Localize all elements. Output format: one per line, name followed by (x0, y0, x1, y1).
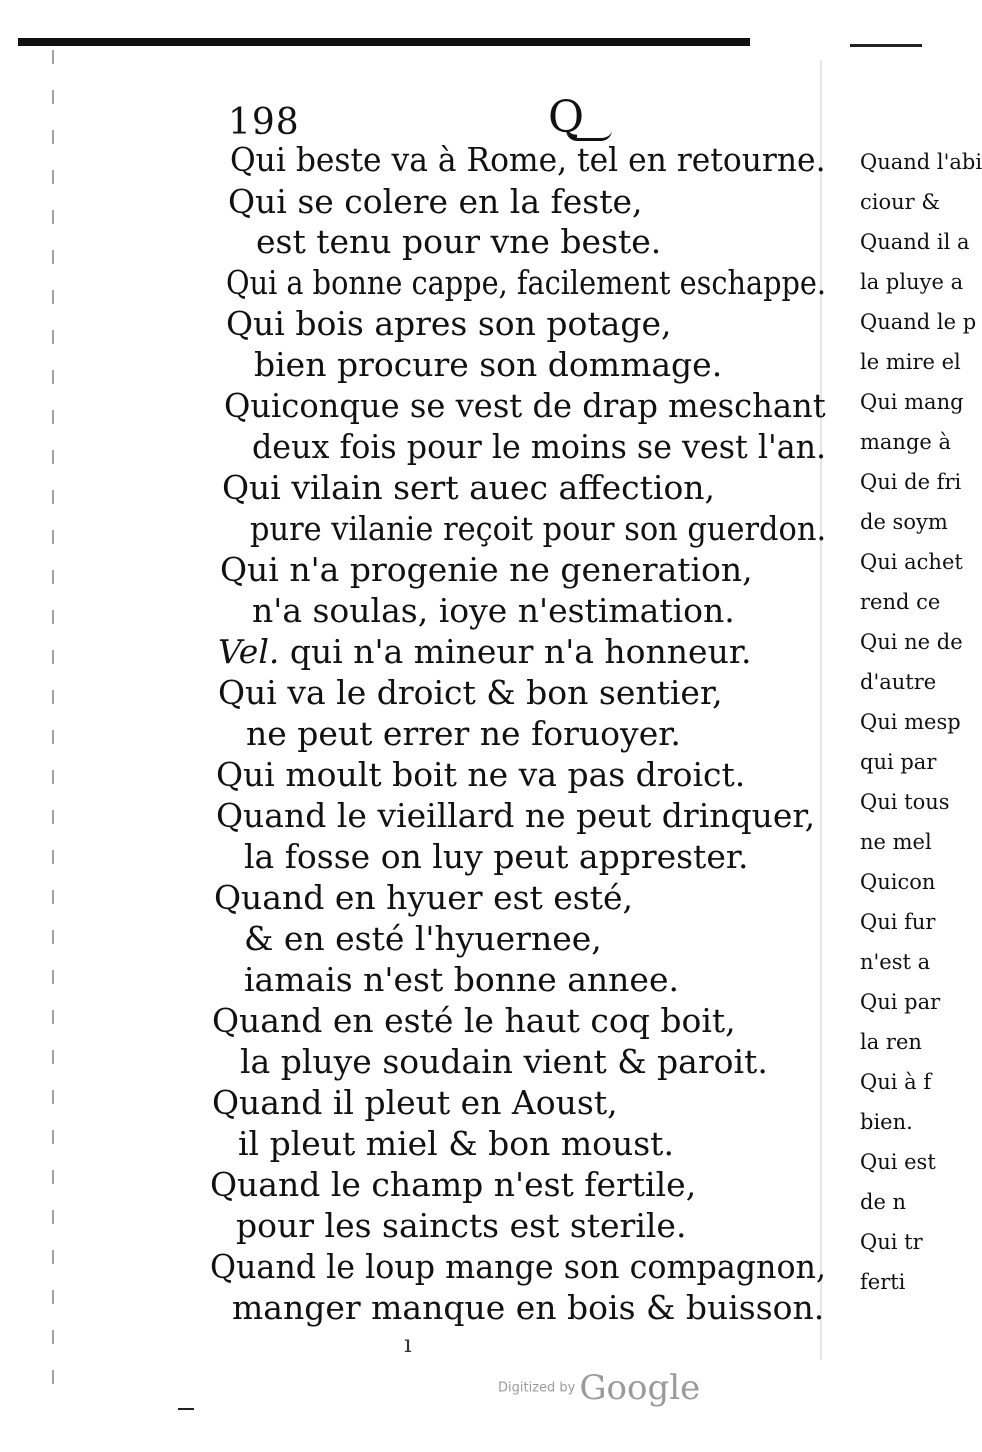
proverb-line: Qui se colere en la feste, (228, 182, 643, 221)
facing-fragment: Qui mang (860, 390, 964, 414)
gutter-shadow (820, 60, 822, 1360)
facing-fragment: Quand le p (860, 310, 977, 334)
facing-fragment: ferti (860, 1270, 906, 1294)
facing-fragment: d'autre (860, 670, 937, 694)
signature-mark: ı (404, 1330, 412, 1358)
proverb-line: Qui moult boit ne va pas droict. (216, 755, 746, 794)
proverb-line: Quiconque se vest de drap meschant (224, 386, 826, 425)
facing-fragment: bien. (860, 1110, 913, 1134)
facing-fragment: Qui tr (860, 1230, 923, 1254)
facing-fragment: n'est a (860, 950, 931, 974)
proverb-line: pure vilanie reçoit pour son guerdon. (250, 509, 827, 548)
facing-fragment: la ren (860, 1030, 922, 1054)
facing-fragment: Quand il a (860, 230, 970, 254)
proverb-line: n'a soulas, ioye n'estimation. (252, 591, 735, 630)
facing-fragment: Qui mesp (860, 710, 961, 734)
facing-fragment: Qui de fri (860, 470, 962, 494)
facing-fragment: mange à (860, 430, 952, 454)
proverb-line: la fosse on luy peut apprester. (244, 837, 749, 876)
facing-fragment: Qui fur (860, 910, 936, 934)
facing-fragment: Quicon (860, 870, 936, 894)
proverb-line: Quand il pleut en Aoust, (212, 1083, 618, 1122)
digitization-watermark (498, 1368, 700, 1408)
proverb-line: manger manque en bois & buisson. (232, 1288, 825, 1327)
top-rule (18, 38, 750, 46)
left-margin-bleed (52, 50, 54, 1390)
section-letter: Q (548, 92, 585, 143)
proverb-line: Quand en esté le haut coq boit, (212, 1001, 736, 1040)
facing-fragment: Qui par (860, 990, 941, 1014)
proverb-line: Quand le champ n'est fertile, (210, 1165, 697, 1204)
facing-fragment: ne mel (860, 830, 932, 854)
proverb-line: bien procure son dommage. (254, 345, 723, 384)
facing-fragment: rend ce (860, 590, 941, 614)
facing-fragment: Qui achet (860, 550, 963, 574)
facing-fragment: Qui est (860, 1150, 936, 1174)
margin-dash (178, 1408, 194, 1410)
proverb-line: la pluye soudain vient & paroit. (240, 1042, 768, 1081)
facing-fragment: Qui tous (860, 790, 950, 814)
proverb-line: ne peut errer ne foruoyer. (246, 714, 681, 753)
proverb-line: & en esté l'hyuernee, (244, 919, 602, 958)
proverb-line: Vel. qui n'a mineur n'a honneur. (218, 632, 752, 671)
facing-page-fragments (856, 150, 982, 1350)
facing-page-rule (850, 44, 922, 47)
facing-fragment: Quand l'abi (860, 150, 982, 174)
proverb-line: pour les saincts est sterile. (236, 1206, 687, 1245)
facing-fragment: qui par (860, 750, 937, 774)
facing-fragment: Qui à f (860, 1070, 932, 1094)
watermark-prefix: Digitized by (498, 1380, 576, 1396)
proverb-line: Quand le vieillard ne peut drinquer, (216, 796, 816, 835)
facing-fragment: la pluye a (860, 270, 964, 294)
proverb-line: Qui a bonne cappe, facilement eschappe. (226, 263, 827, 302)
proverb-line: iamais n'est bonne annee. (244, 960, 679, 999)
proverb-line: Qui beste va à Rome, tel en retourne. (230, 140, 826, 179)
proverb-line: Quand le loup mange son compagnon, (210, 1247, 827, 1286)
proverb-line: Quand en hyuer est esté, (214, 878, 634, 917)
proverb-line: est tenu pour vne beste. (256, 222, 662, 261)
facing-fragment: ciour & (860, 190, 941, 214)
proverb-line: il pleut miel & bon moust. (238, 1124, 674, 1163)
proverb-line: Qui n'a progenie ne generation, (220, 550, 753, 589)
proverb-line: Qui va le droict & bon sentier, (218, 673, 723, 712)
page-number: 198 (228, 102, 300, 143)
proverb-line: deux fois pour le moins se vest l'an. (252, 427, 827, 466)
watermark-brand: Google (579, 1368, 701, 1408)
facing-fragment: de soym (860, 510, 948, 534)
facing-fragment: de n (860, 1190, 907, 1214)
facing-fragment: le mire el (860, 350, 961, 374)
proverb-line: Qui bois apres son potage, (226, 304, 672, 343)
proverb-line: Qui vilain sert auec affection, (222, 468, 716, 507)
facing-fragment: Qui ne de (860, 630, 963, 654)
